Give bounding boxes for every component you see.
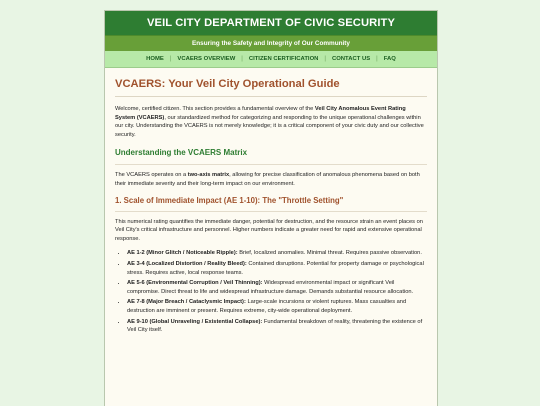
- level-text: Contained disruptions. Potential for property damage or psychological stress. Requires active, local response teams.: [127, 260, 424, 276]
- intro-paragraph: [115, 105, 427, 139]
- matrix-heading: Understanding the VCAERS Matrix: [115, 148, 427, 165]
- nav-contact-us-link[interactable]: CONTACT US: [331, 56, 371, 62]
- list-item: [127, 260, 427, 277]
- level-text: Widespread environmental impact or significant Veil compromise. Direct threat to life and widespread infrastructure damage. Demands substantial resource allocation.: [127, 280, 414, 295]
- matrix-emphasis: two-axis matrix: [187, 172, 230, 179]
- main-nav: [105, 51, 437, 68]
- level-label: AE 9-10 (Global Unraveling / Existential Collapse):: [127, 318, 263, 325]
- main-content: [105, 68, 437, 335]
- list-item: [127, 298, 427, 315]
- site-header: [105, 11, 437, 35]
- list-item: [127, 279, 427, 296]
- matrix-text: The VCAERS operates on a: [115, 172, 188, 179]
- level-label: AE 1-2 (Minor Glitch / Noticeable Ripple):: [127, 250, 238, 257]
- scale-paragraph: This numerical rating quantifies the immediate danger, potential for destruction, and the resource strain an event places on Veil City's critical infrastructure and personnel. Higher numbers indicate a greater need for rapid and extensive operational response.: [115, 218, 423, 242]
- nav-separator: |: [169, 56, 172, 62]
- site-tagline: Ensuring the Safety and Integrity of Our Community: [105, 35, 437, 51]
- level-label: AE 5-6 (Environmental Corruption / Veil Thinning):: [127, 280, 263, 287]
- intro-emphasis: Veil City Anomalous Event Rating System (VCAERS): [115, 106, 406, 121]
- scale-heading: 1. Scale of Immediate Impact (AE 1-10): The "Throttle Setting": [115, 196, 427, 212]
- nav-home-link[interactable]: HOME: [146, 56, 164, 62]
- matrix-paragraph: [115, 171, 427, 188]
- site-title: VEIL CITY DEPARTMENT OF CIVIC SECURITY: [146, 17, 396, 29]
- nav-faq-link[interactable]: FAQ: [383, 56, 396, 62]
- level-text: Large-scale incursions or violent ruptures. Mass casualties and destruction are imminent or present. Requires extreme, city-wide operational deployment.: [127, 299, 407, 314]
- page-title: VCAERS: Your Veil City Operational Guide: [115, 78, 427, 97]
- list-item: [127, 318, 427, 335]
- list-item: [127, 249, 427, 258]
- impact-level-list: [115, 249, 427, 334]
- nav-citizen-certification-link[interactable]: CITIZEN CERTIFICATION: [248, 56, 319, 62]
- level-label: AE 3-4 (Localized Distortion / Reality Bleed):: [127, 260, 247, 267]
- level-label: AE 7-8 (Major Breach / Cataclysmic Impact):: [127, 299, 246, 306]
- nav-vcaers-overview-link[interactable]: VCAERS OVERVIEW: [177, 56, 236, 62]
- nav-separator: |: [324, 56, 326, 62]
- intro-text: , our standardized method for categorizing and responding to the unique operational challenges within our city. Understanding the VCAERS is not merely knowledge; it is a critical component of your civic duty and our collective security.: [115, 114, 424, 138]
- matrix-text: , allowing for precise classification of anomalous phenomena based on both their immediate severity and their long-term impact on our environment.: [115, 172, 420, 187]
- page-container: [104, 10, 438, 406]
- level-text: Fundamental breakdown of reality, threatening the existence of Veil City itself.: [127, 318, 423, 334]
- nav-separator: |: [241, 56, 243, 62]
- nav-separator: |: [376, 56, 378, 62]
- level-text: Brief, localized anomalies. Minimal threat. Requires passive observation.: [237, 250, 422, 257]
- intro-text: Welcome, certified citizen. This section provides a fundamental overview of the: [115, 106, 315, 112]
